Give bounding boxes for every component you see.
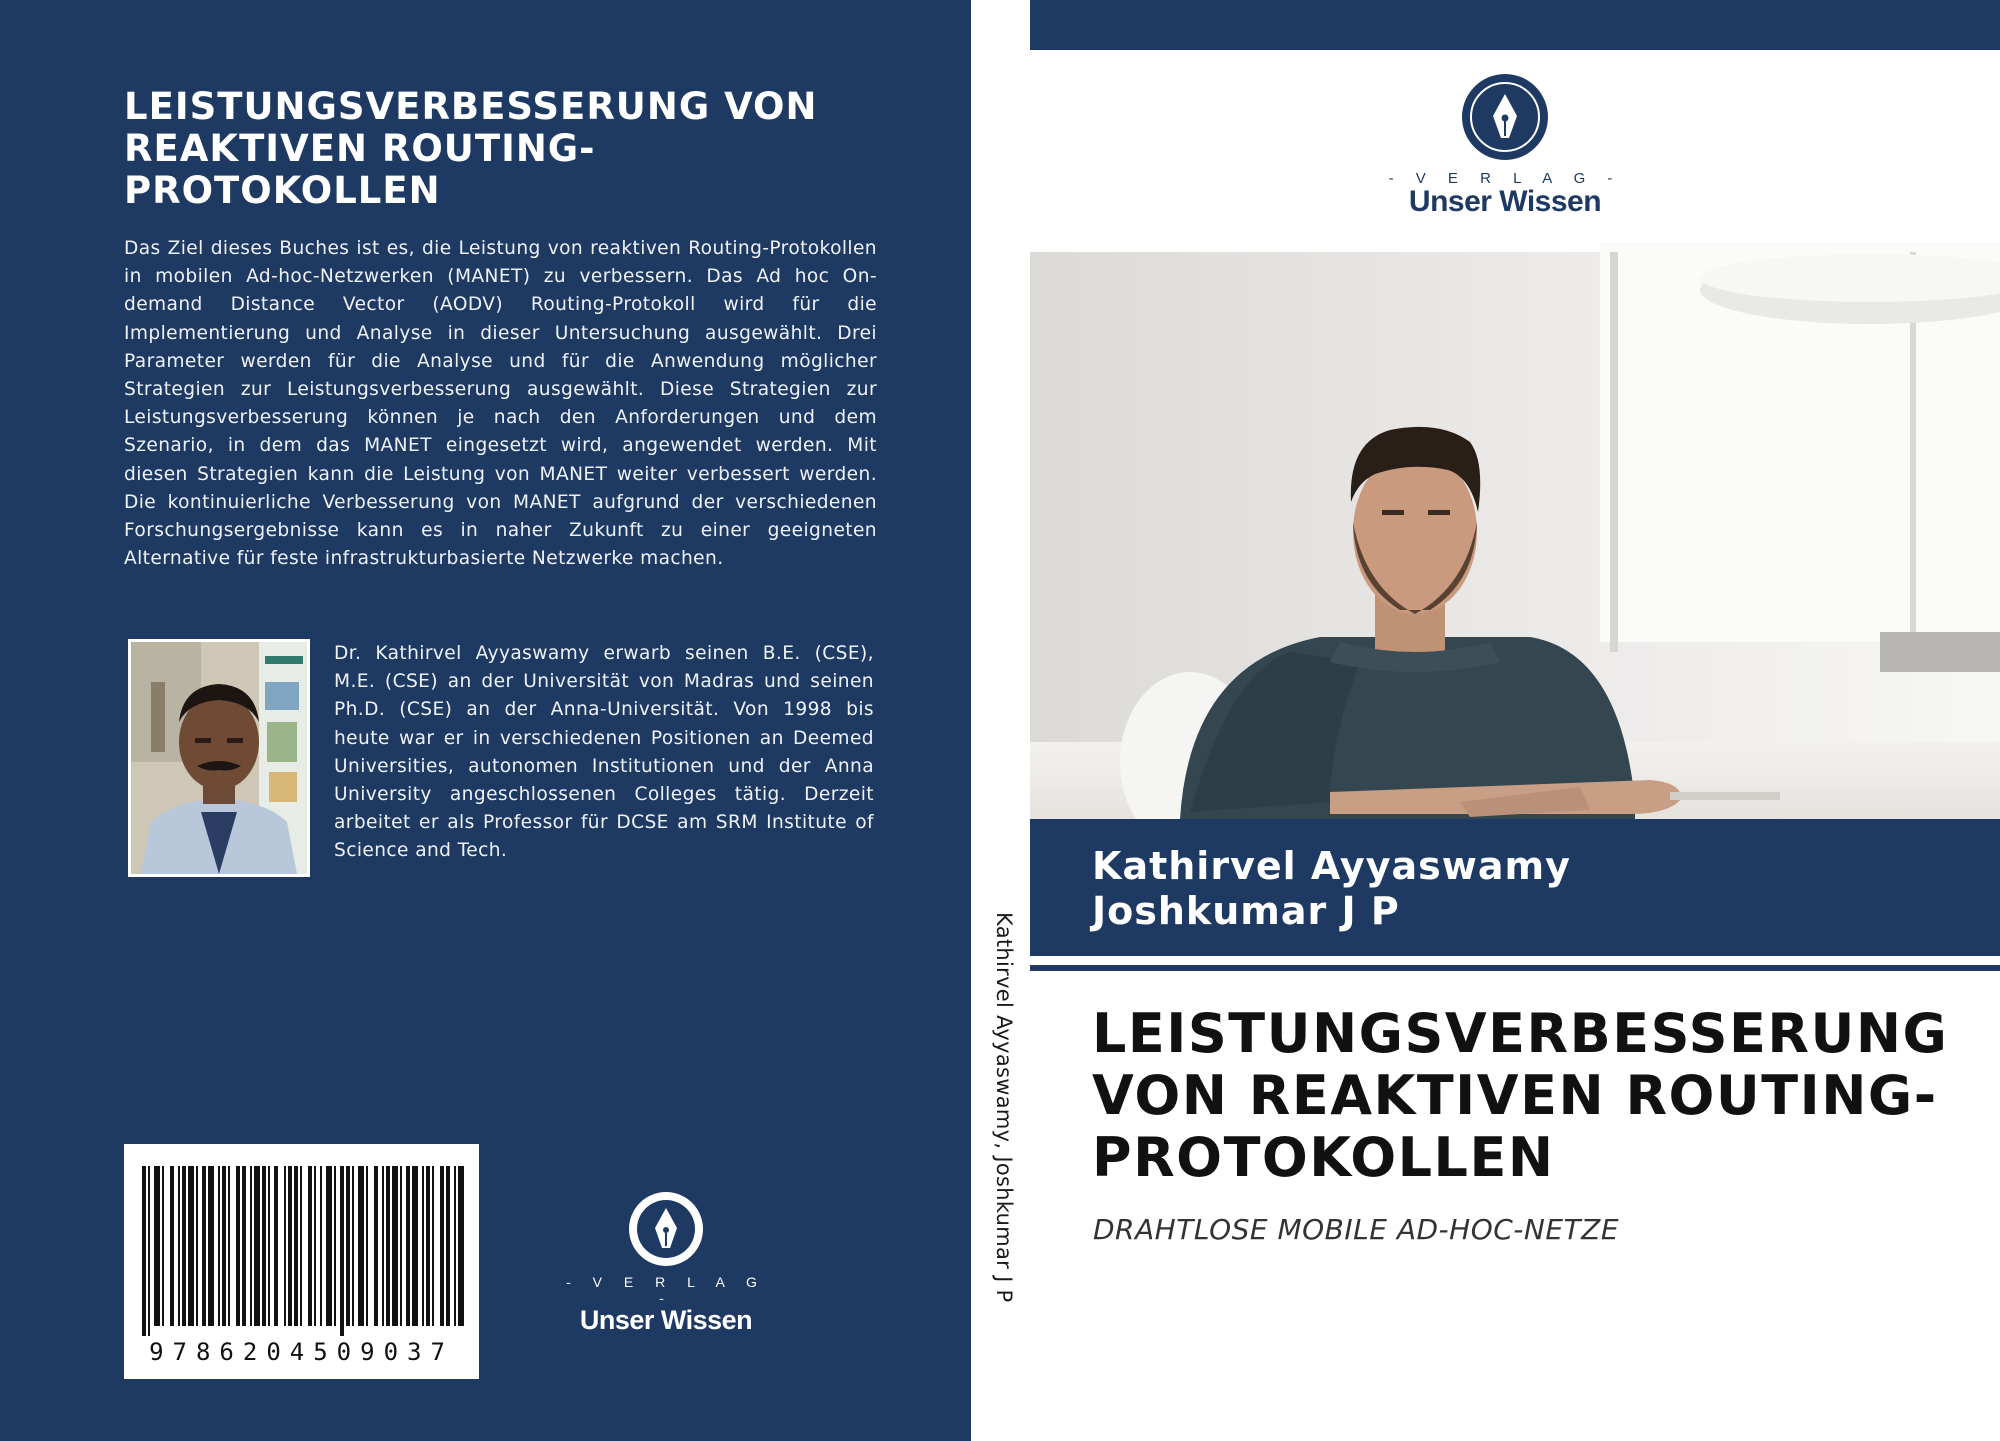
isbn-number: 9786204509037 bbox=[149, 1338, 454, 1366]
back-cover-title: LEISTUNGSVERBESSERUNG VON REAKTIVEN ROUTING-PROTOKOLLEN bbox=[124, 85, 818, 212]
barcode-bar bbox=[386, 1166, 390, 1326]
barcode-bar bbox=[142, 1166, 146, 1336]
barcode-bar bbox=[188, 1166, 194, 1326]
fountain-pen-nib-icon bbox=[1460, 72, 1550, 162]
barcode-bar bbox=[374, 1166, 378, 1326]
barcode-bar bbox=[228, 1166, 230, 1326]
barcode-bar bbox=[274, 1166, 278, 1326]
barcode-bar bbox=[288, 1166, 292, 1326]
logo-publisher-name: Unser Wissen bbox=[579, 1305, 753, 1335]
barcode-bar bbox=[366, 1166, 368, 1326]
barcode-bar bbox=[222, 1166, 226, 1326]
logo-verlag-label: - V E R L A G - bbox=[1388, 170, 1622, 187]
barcode-bar bbox=[440, 1166, 444, 1326]
barcode-bar bbox=[412, 1166, 418, 1326]
author-photo bbox=[128, 639, 310, 877]
barcode-bar bbox=[346, 1166, 350, 1326]
back-cover bbox=[0, 0, 971, 1441]
barcode-bar bbox=[314, 1166, 316, 1326]
barcode-bar bbox=[392, 1166, 398, 1326]
barcode-bar bbox=[422, 1166, 424, 1326]
barcode-bar bbox=[426, 1166, 430, 1326]
barcode-bar bbox=[300, 1166, 302, 1326]
barcode-bar bbox=[352, 1166, 354, 1326]
cover-photo bbox=[1030, 242, 2000, 819]
front-cover-subtitle: DRAHTLOSE MOBILE AD-HOC-NETZE bbox=[1093, 1213, 1620, 1246]
barcode-bar bbox=[218, 1166, 220, 1326]
barcode-bars bbox=[138, 1166, 465, 1336]
barcode-bar bbox=[406, 1166, 410, 1326]
barcode-bar bbox=[454, 1166, 456, 1326]
barcode-bar bbox=[400, 1166, 402, 1326]
barcode-bar bbox=[178, 1166, 180, 1326]
barcode-bar bbox=[250, 1166, 252, 1326]
logo-publisher-name: Unser Wissen bbox=[1408, 185, 1602, 218]
barcode-bar bbox=[242, 1166, 246, 1326]
barcode-bar bbox=[254, 1166, 260, 1326]
isbn-barcode bbox=[124, 1144, 479, 1379]
barcode-bar bbox=[308, 1166, 312, 1326]
author-name-1: Kathirvel Ayyaswamy bbox=[1092, 844, 1571, 888]
barcode-bar bbox=[208, 1166, 214, 1326]
barcode-bar bbox=[268, 1166, 270, 1326]
fountain-pen-nib-icon bbox=[627, 1190, 705, 1268]
barcode-bar bbox=[320, 1166, 322, 1326]
divider-line bbox=[1030, 965, 2000, 971]
logo-verlag-label: - V E R L A G - bbox=[566, 1274, 766, 1306]
barcode-bar bbox=[446, 1166, 450, 1326]
barcode-bar bbox=[284, 1166, 286, 1326]
barcode-bar bbox=[458, 1166, 464, 1326]
barcode-bar bbox=[154, 1166, 160, 1326]
barcode-bar bbox=[236, 1166, 240, 1326]
barcode-bar bbox=[358, 1166, 364, 1326]
back-publisher-logo bbox=[566, 1190, 766, 1336]
front-top-band bbox=[1030, 0, 2000, 50]
barcode-bar bbox=[326, 1166, 332, 1326]
barcode-bar bbox=[294, 1166, 298, 1326]
barcode-bar bbox=[334, 1166, 336, 1326]
barcode-bar bbox=[432, 1166, 434, 1326]
author-name-2: Joshkumar J P bbox=[1092, 889, 1400, 933]
barcode-bar bbox=[162, 1166, 164, 1326]
barcode-bar bbox=[340, 1166, 344, 1336]
barcode-bar bbox=[382, 1166, 384, 1326]
spine-author-text: Kathirvel Ayyaswamy, Joshkumar J P bbox=[992, 912, 1016, 1303]
barcode-bar bbox=[202, 1166, 206, 1326]
front-publisher-logo bbox=[1380, 72, 1630, 219]
authors-band bbox=[1030, 819, 2000, 956]
front-cover-title: LEISTUNGSVERBESSERUNG VON REAKTIVEN ROUTING-PROTOKOLLEN bbox=[1092, 1002, 1949, 1189]
barcode-bar bbox=[196, 1166, 198, 1326]
back-cover-blurb: Das Ziel dieses Buches ist es, die Leistung von reaktiven Routing-Protokollen in mobilen Ad-hoc-Netzwerken (MANET) zu verbessern. Das Ad hoc On-demand Distance Vector (AODV) Routing-Protokoll wird für die Implementierung und Analyse in dieser Untersuchung ausgewählt. Drei Parameter werden für die Analyse und für die Anwendung möglicher Strategien zur Leistungsverbesserung ausgewählt. Diese Strategien zur Leistungsverbesserung können je nach den Anforderungen und dem Szenario, in dem das MANET eingesetzt wird, angewendet werden. Mit diesen Strategien kann die Leistung von MANET weiter verbessert werden. Die kontinuierliche Verbesserung von MANET aufgrund der verschiedenen Forschungsergebnisse kann es in naher Zukunft zu einer geeigneten Alternative für feste infrastrukturbasierte Netzwerke machen. bbox=[124, 238, 877, 570]
barcode-bar bbox=[170, 1166, 174, 1326]
barcode-bar bbox=[148, 1166, 150, 1336]
barcode-bar bbox=[182, 1166, 186, 1326]
barcode-bar bbox=[262, 1166, 266, 1326]
author-bio: Dr. Kathirvel Ayyaswamy erwarb seinen B.E. (CSE), M.E. (CSE) an der Universität von Madras und seinen Ph.D. (CSE) an der Anna-Universität. Von 1998 bis heute war er in verschiedenen Positionen an Deemed Universities, autonomen Institutionen und der Anna University angeschlossenen Colleges tätig. Derzeit arbeitet er als Professor für DCSE am SRM Institute of Science and Tech. bbox=[334, 643, 874, 862]
